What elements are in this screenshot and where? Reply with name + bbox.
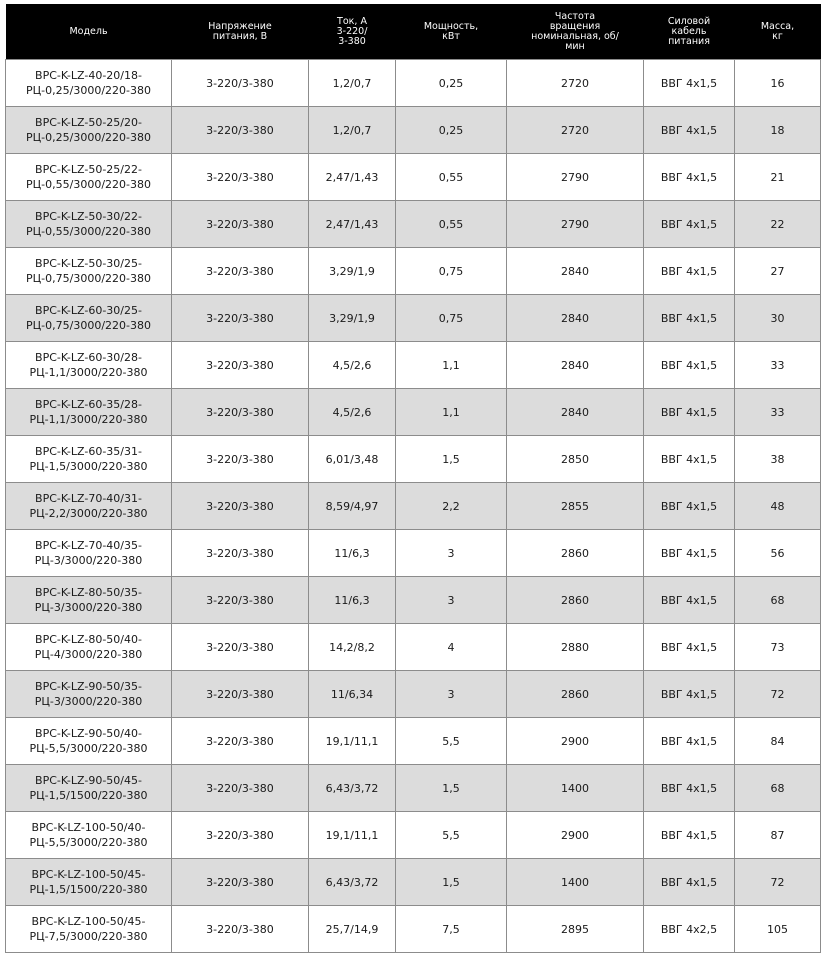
cell-model: ВРС-K-LZ-60-30/25- РЦ-0,75/3000/220-380 — [6, 295, 172, 342]
cell-cable: ВВГ 4х1,5 — [644, 342, 735, 389]
table-row — [6, 483, 821, 530]
table-row — [6, 859, 821, 906]
cell-rpm: 2850 — [507, 436, 644, 483]
cell-model: ВРС-K-LZ-60-35/31- РЦ-1,5/3000/220-380 — [6, 436, 172, 483]
table-row — [6, 107, 821, 154]
cell-cable: ВВГ 4х1,5 — [644, 859, 735, 906]
cell-rpm: 2900 — [507, 812, 644, 859]
cell-cable: ВВГ 4х1,5 — [644, 483, 735, 530]
cell-rpm: 2855 — [507, 483, 644, 530]
cell-mass: 30 — [735, 295, 821, 342]
cell-cable: ВВГ 4х1,5 — [644, 389, 735, 436]
cell-rpm: 2860 — [507, 671, 644, 718]
cell-rpm: 2895 — [507, 906, 644, 953]
spec-table — [5, 4, 821, 953]
cell-current: 6,43/3,72 — [309, 859, 396, 906]
table-row — [6, 436, 821, 483]
cell-current: 1,2/0,7 — [309, 60, 396, 107]
cell-cable: ВВГ 4х1,5 — [644, 671, 735, 718]
cell-rpm: 1400 — [507, 859, 644, 906]
cell-mass: 33 — [735, 342, 821, 389]
cell-power: 5,5 — [396, 812, 507, 859]
table-row — [6, 60, 821, 107]
table-row — [6, 530, 821, 577]
header-model: Модель — [6, 4, 172, 60]
cell-model: ВРС-K-LZ-70-40/31- РЦ-2,2/3000/220-380 — [6, 483, 172, 530]
cell-power: 0,55 — [396, 201, 507, 248]
table-row — [6, 812, 821, 859]
cell-current: 4,5/2,6 — [309, 342, 396, 389]
cell-model: ВРС-K-LZ-80-50/35- РЦ-3/3000/220-380 — [6, 577, 172, 624]
cell-model: ВРС-K-LZ-50-25/22- РЦ-0,55/3000/220-380 — [6, 154, 172, 201]
cell-cable: ВВГ 4х1,5 — [644, 765, 735, 812]
cell-model: ВРС-K-LZ-90-50/45- РЦ-1,5/1500/220-380 — [6, 765, 172, 812]
table-row — [6, 577, 821, 624]
cell-voltage: 3-220/3-380 — [172, 624, 309, 671]
cell-power: 7,5 — [396, 906, 507, 953]
cell-mass: 21 — [735, 154, 821, 201]
table-row — [6, 248, 821, 295]
cell-current: 3,29/1,9 — [309, 248, 396, 295]
cell-mass: 56 — [735, 530, 821, 577]
cell-rpm: 2790 — [507, 154, 644, 201]
cell-model: ВРС-K-LZ-40-20/18- РЦ-0,25/3000/220-380 — [6, 60, 172, 107]
cell-power: 0,55 — [396, 154, 507, 201]
cell-rpm: 2840 — [507, 342, 644, 389]
table-row — [6, 201, 821, 248]
cell-rpm: 1400 — [507, 765, 644, 812]
cell-power: 0,25 — [396, 60, 507, 107]
cell-power: 2,2 — [396, 483, 507, 530]
cell-rpm: 2720 — [507, 60, 644, 107]
cell-current: 8,59/4,97 — [309, 483, 396, 530]
cell-model: ВРС-K-LZ-90-50/40- РЦ-5,5/3000/220-380 — [6, 718, 172, 765]
cell-power: 1,5 — [396, 765, 507, 812]
cell-mass: 33 — [735, 389, 821, 436]
cell-voltage: 3-220/3-380 — [172, 60, 309, 107]
cell-rpm: 2860 — [507, 530, 644, 577]
cell-mass: 73 — [735, 624, 821, 671]
cell-current: 19,1/11,1 — [309, 718, 396, 765]
cell-model: ВРС-K-LZ-50-25/20- РЦ-0,25/3000/220-380 — [6, 107, 172, 154]
cell-current: 6,01/3,48 — [309, 436, 396, 483]
header-mass: Масса, кг — [735, 4, 821, 60]
table-row — [6, 624, 821, 671]
cell-rpm: 2720 — [507, 107, 644, 154]
table-row — [6, 718, 821, 765]
cell-mass: 18 — [735, 107, 821, 154]
cell-current: 6,43/3,72 — [309, 765, 396, 812]
header-power: Мощность, кВт — [396, 4, 507, 60]
cell-cable: ВВГ 4х1,5 — [644, 295, 735, 342]
cell-current: 2,47/1,43 — [309, 201, 396, 248]
cell-mass: 72 — [735, 671, 821, 718]
cell-cable: ВВГ 4х1,5 — [644, 577, 735, 624]
cell-voltage: 3-220/3-380 — [172, 248, 309, 295]
cell-model: ВРС-K-LZ-90-50/35- РЦ-3/3000/220-380 — [6, 671, 172, 718]
cell-voltage: 3-220/3-380 — [172, 812, 309, 859]
cell-cable: ВВГ 4х1,5 — [644, 107, 735, 154]
cell-voltage: 3-220/3-380 — [172, 671, 309, 718]
cell-cable: ВВГ 4х1,5 — [644, 530, 735, 577]
cell-current: 4,5/2,6 — [309, 389, 396, 436]
cell-voltage: 3-220/3-380 — [172, 295, 309, 342]
cell-voltage: 3-220/3-380 — [172, 718, 309, 765]
cell-power: 1,1 — [396, 342, 507, 389]
cell-voltage: 3-220/3-380 — [172, 859, 309, 906]
cell-mass: 68 — [735, 765, 821, 812]
cell-voltage: 3-220/3-380 — [172, 389, 309, 436]
cell-current: 11/6,3 — [309, 530, 396, 577]
cell-mass: 38 — [735, 436, 821, 483]
cell-rpm: 2790 — [507, 201, 644, 248]
cell-voltage: 3-220/3-380 — [172, 154, 309, 201]
cell-mass: 87 — [735, 812, 821, 859]
table-body — [6, 60, 821, 953]
cell-current: 2,47/1,43 — [309, 154, 396, 201]
cell-cable: ВВГ 4х1,5 — [644, 624, 735, 671]
table-row — [6, 389, 821, 436]
table-row — [6, 295, 821, 342]
header-row — [6, 4, 821, 60]
table-row — [6, 671, 821, 718]
cell-rpm: 2840 — [507, 389, 644, 436]
cell-voltage: 3-220/3-380 — [172, 530, 309, 577]
cell-cable: ВВГ 4х1,5 — [644, 812, 735, 859]
cell-cable: ВВГ 4х1,5 — [644, 154, 735, 201]
cell-cable: ВВГ 4х1,5 — [644, 436, 735, 483]
cell-current: 11/6,3 — [309, 577, 396, 624]
cell-model: ВРС-K-LZ-60-35/28- РЦ-1,1/3000/220-380 — [6, 389, 172, 436]
cell-cable: ВВГ 4х1,5 — [644, 248, 735, 295]
cell-rpm: 2880 — [507, 624, 644, 671]
cell-model: ВРС-K-LZ-100-50/45- РЦ-7,5/3000/220-380 — [6, 906, 172, 953]
cell-model: ВРС-K-LZ-70-40/35- РЦ-3/3000/220-380 — [6, 530, 172, 577]
table-row — [6, 765, 821, 812]
header-current: Ток, А 3-220/ 3-380 — [309, 4, 396, 60]
cell-power: 5,5 — [396, 718, 507, 765]
cell-cable: ВВГ 4х2,5 — [644, 906, 735, 953]
table-header — [6, 4, 821, 60]
cell-mass: 72 — [735, 859, 821, 906]
cell-voltage: 3-220/3-380 — [172, 107, 309, 154]
cell-model: ВРС-K-LZ-100-50/45- РЦ-1,5/1500/220-380 — [6, 859, 172, 906]
cell-voltage: 3-220/3-380 — [172, 342, 309, 389]
cell-model: ВРС-K-LZ-60-30/28- РЦ-1,1/3000/220-380 — [6, 342, 172, 389]
cell-voltage: 3-220/3-380 — [172, 483, 309, 530]
cell-power: 3 — [396, 577, 507, 624]
cell-power: 3 — [396, 530, 507, 577]
cell-voltage: 3-220/3-380 — [172, 906, 309, 953]
cell-model: ВРС-K-LZ-100-50/40- РЦ-5,5/3000/220-380 — [6, 812, 172, 859]
cell-voltage: 3-220/3-380 — [172, 765, 309, 812]
cell-current: 14,2/8,2 — [309, 624, 396, 671]
cell-power: 0,25 — [396, 107, 507, 154]
cell-current: 1,2/0,7 — [309, 107, 396, 154]
cell-rpm: 2900 — [507, 718, 644, 765]
cell-mass: 68 — [735, 577, 821, 624]
cell-mass: 22 — [735, 201, 821, 248]
cell-rpm: 2860 — [507, 577, 644, 624]
cell-model: ВРС-K-LZ-80-50/40- РЦ-4/3000/220-380 — [6, 624, 172, 671]
cell-power: 1,5 — [396, 436, 507, 483]
cell-current: 11/6,34 — [309, 671, 396, 718]
cell-rpm: 2840 — [507, 295, 644, 342]
cell-mass: 105 — [735, 906, 821, 953]
cell-mass: 27 — [735, 248, 821, 295]
cell-power: 1,1 — [396, 389, 507, 436]
cell-model: ВРС-K-LZ-50-30/22- РЦ-0,55/3000/220-380 — [6, 201, 172, 248]
header-rpm: Частота вращения номинальная, об/ мин — [507, 4, 644, 60]
table-row — [6, 342, 821, 389]
cell-power: 4 — [396, 624, 507, 671]
cell-mass: 48 — [735, 483, 821, 530]
cell-power: 1,5 — [396, 859, 507, 906]
spec-table-container — [5, 4, 820, 953]
cell-cable: ВВГ 4х1,5 — [644, 201, 735, 248]
cell-power: 0,75 — [396, 295, 507, 342]
cell-power: 0,75 — [396, 248, 507, 295]
cell-power: 3 — [396, 671, 507, 718]
cell-cable: ВВГ 4х1,5 — [644, 60, 735, 107]
cell-cable: ВВГ 4х1,5 — [644, 718, 735, 765]
cell-model: ВРС-K-LZ-50-30/25- РЦ-0,75/3000/220-380 — [6, 248, 172, 295]
cell-voltage: 3-220/3-380 — [172, 201, 309, 248]
cell-current: 25,7/14,9 — [309, 906, 396, 953]
cell-voltage: 3-220/3-380 — [172, 577, 309, 624]
header-voltage: Напряжение питания, В — [172, 4, 309, 60]
cell-mass: 84 — [735, 718, 821, 765]
cell-current: 3,29/1,9 — [309, 295, 396, 342]
cell-rpm: 2840 — [507, 248, 644, 295]
cell-current: 19,1/11,1 — [309, 812, 396, 859]
table-row — [6, 154, 821, 201]
table-row — [6, 906, 821, 953]
cell-mass: 16 — [735, 60, 821, 107]
header-cable: Силовой кабель питания — [644, 4, 735, 60]
cell-voltage: 3-220/3-380 — [172, 436, 309, 483]
